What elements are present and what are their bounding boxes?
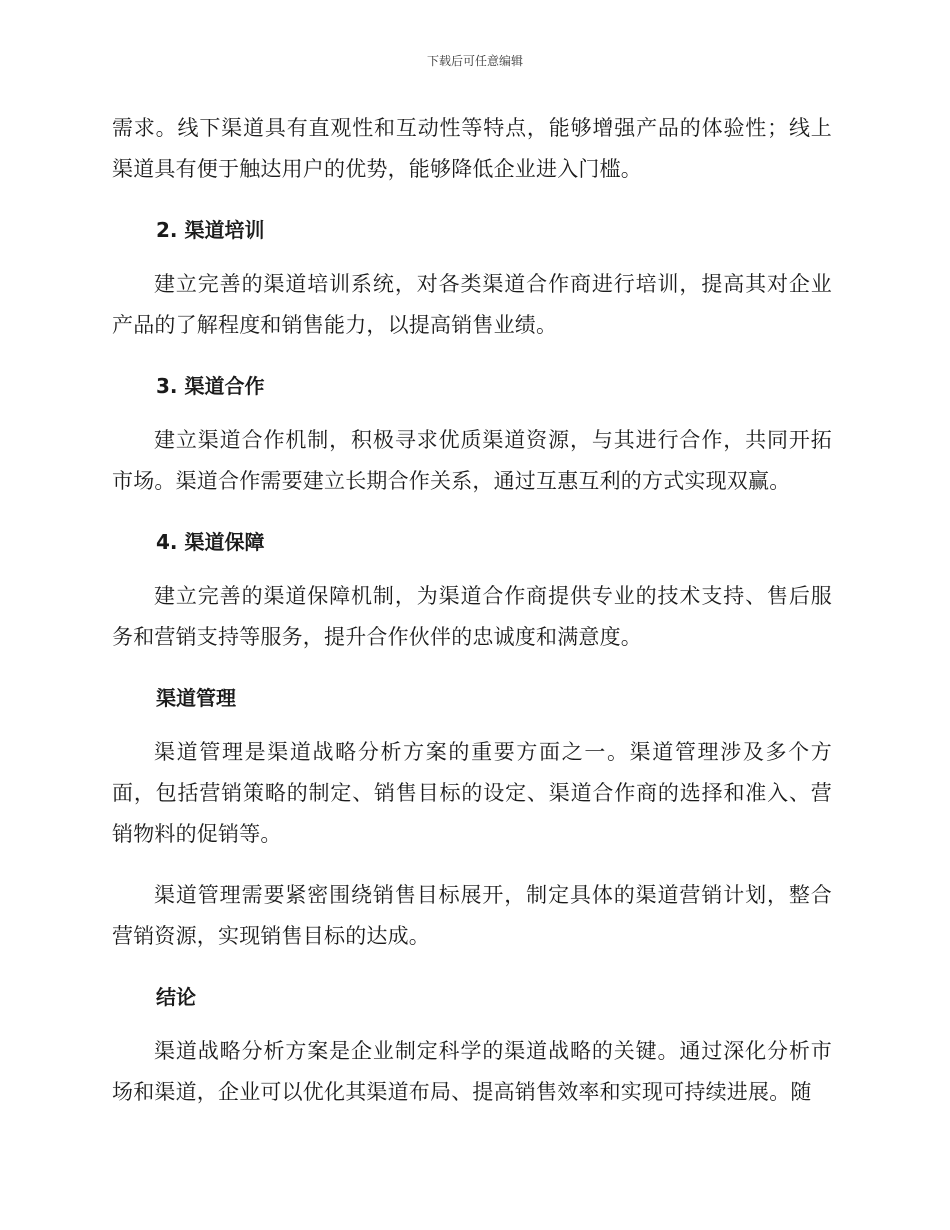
page-header: 下载后可任意编辑 [426,54,523,68]
heading-channel-support: 4. 渠道保障 [156,530,265,554]
paragraph-2: 建立完善的渠道培训系统，对各类渠道合作商进行培训，提高其对企业产品的了解程度和销售能力，以提高销售业绩。 [112,272,832,337]
heading-channel-cooperation: 3. 渠道合作 [156,374,265,398]
paragraph-1: 需求。线下渠道具有直观性和互动性等特点，能够增强产品的体验性；线上渠道具有便于触达用户的优势，能够降低企业进入门槛。 [112,116,832,181]
heading-conclusion: 结论 [156,985,196,1009]
heading-channel-training: 2. 渠道培训 [156,218,265,242]
document-body [112,108,832,1133]
paragraph-4: 建立完善的渠道保障机制，为渠道合作商提供专业的技术支持、售后服务和营销支持等服务，提升合作伙伴的忠诚度和满意度。 [112,584,832,649]
heading-channel-management: 渠道管理 [156,686,236,710]
paragraph-5: 渠道管理是渠道战略分析方案的重要方面之一。渠道管理涉及多个方面，包括营销策略的制定、销售目标的设定、渠道合作商的选择和准入、营销物料的促销等。 [112,740,832,846]
paragraph-3: 建立渠道合作机制，积极寻求优质渠道资源，与其进行合作，共同开拓市场。渠道合作需要建立长期合作关系，通过互惠互利的方式实现双赢。 [112,428,832,493]
paragraph-7: 渠道战略分析方案是企业制定科学的渠道战略的关键。通过深化分析市场和渠道，企业可以优化其渠道布局、提高销售效率和实现可持续进展。随 [112,1039,832,1104]
paragraph-6: 渠道管理需要紧密围绕销售目标展开，制定具体的渠道营销计划，整合营销资源，实现销售目标的达成。 [112,883,832,948]
